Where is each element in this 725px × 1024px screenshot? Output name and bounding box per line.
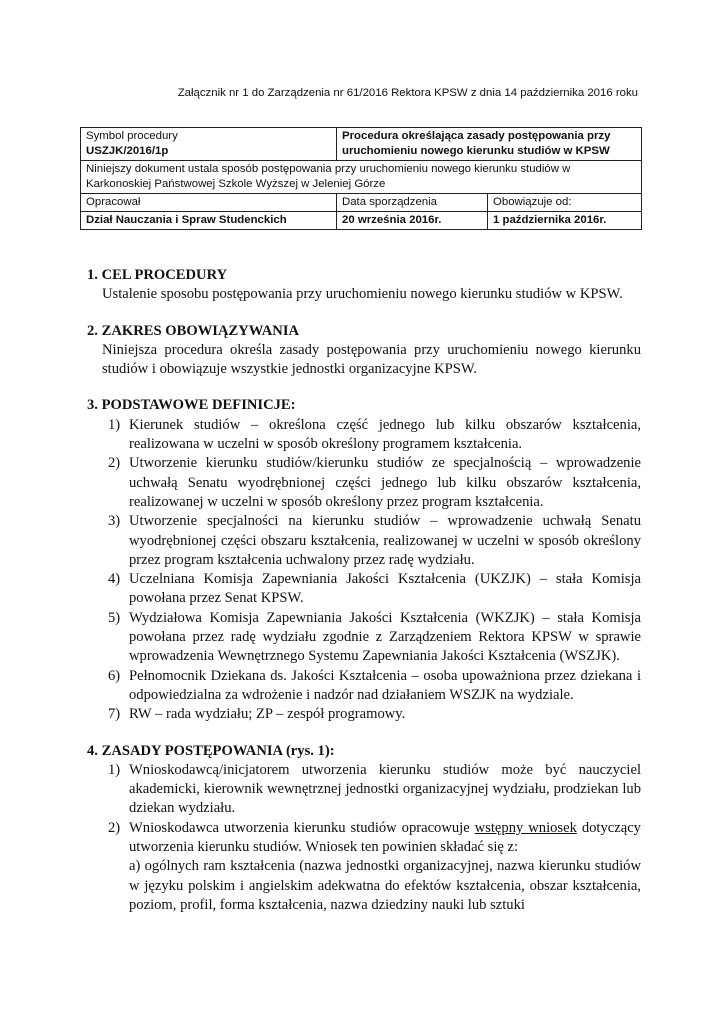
section-4-title: 4. ZASADY POSTĘPOWANIA (rys. 1): [87,742,335,759]
sub-item-a: a) ogólnych ram kształcenia (nazwa jednostki organizacyjnej, nazwa kierunku studiów w języku polskim i angielskim adekwatna do efektów kształcenia, obszar kształcenia, poziom, profil, forma kształcenia, nazwa dziedziny nauki lub sztuki [129,858,641,913]
section-1-title: 1. CEL PROCEDURY [87,267,228,283]
prepared-label: Opracował [81,194,337,212]
date-value: 20 września 2016r. [337,212,488,230]
effective-value: 1 października 2016r. [488,212,642,230]
symbol-cell [81,128,337,161]
symbol-value: USZJK/2016/1p [86,145,169,157]
preliminary-application-term: wstępny wniosek [474,819,577,836]
rules-list [87,761,641,857]
section-2-title: 2. ZAKRES OBOWIĄZYWANIA [87,322,300,339]
list-item: 4) Uczelniana Komisja Zapewniania Jakości Kształcenia (UKZJK) – stała Komisja powołana przez Senat KPSW. [108,571,641,607]
list-item: 2) Wnioskodawca utworzenia kierunku studiów opracowuje wstępny wniosek dotyczący utworzenia kierunku studiów. Wniosek ten powinien składać się z: [108,819,641,856]
list-item: 7) RW – rada wydziału; ZP – zespół programowy. [108,706,406,723]
procedure-meta-table [80,127,642,230]
date-label: Data sporządzenia [337,194,488,212]
list-item: 2) Utworzenie kierunku studiów/kierunku studiów ze specjalnością – wprowadzenie uchwałą Senatu wyodrębnionej części jednego lub kilku obszarów kształcenia, realizowanej w uczelni w sposób określony przez program kształcenia. [108,455,641,510]
document-body [87,266,641,915]
prepared-value: Dział Nauczania i Spraw Studenckich [81,212,337,230]
list-item: 6) Pełnomocnik Dziekana ds. Jakości Kształcenia – osoba upoważniona przez dziekana i odpowiedzialna za wdrożenie i nadzór nad działaniem WSZJK na wydziale. [108,667,641,703]
procedure-description: Niniejszy dokument ustala sposób postępowania przy uruchomieniu nowego kierunku studiów w Karkonoskiej Państwowej Szkole Wyższej w Jeleniej Górze [81,161,642,194]
list-item: 1) Kierunek studiów – określona część jednego lub kilku obszarów kształcenia, realizowana w uczelni w sposób określony programem kształcenia. [108,416,641,453]
section-3-title: 3. PODSTAWOWE DEFINICJE: [87,397,296,414]
symbol-label: Symbol procedury [86,130,178,142]
procedure-title: Procedura określająca zasady postępowania przy uruchomieniu nowego kierunku studiów w KPSW [337,128,642,161]
section-2-body: Niniejsza procedura określa zasady postępowania przy uruchomieniu nowego kierunku studiów i obowiązuje wszystkie jednostki organizacyjne KPSW. [102,341,641,378]
list-item: 1) Wnioskodawcą/inicjatorem utworzenia kierunku studiów może być nauczyciel akademicki, kierownik wewnętrznej jednostki organizacyjnej wydziału, prodziekan lub dziekan wydziału. [108,761,641,817]
definitions-list [87,416,641,725]
effective-label: Obowiązuje od: [488,194,642,212]
section-1-body: Ustalenie sposobu postępowania przy uruchomieniu nowego kierunku studiów w KPSW. [102,286,623,303]
list-item: 3) Utworzenie specjalności na kierunku studiów – wprowadzenie uchwałą Senatu wyodrębnionej części obszaru kształcenia, realizowanej w uczelni w sposób określony przez program kształcenia uchwalony przez radę wydziału. [108,513,641,568]
list-item: 5) Wydziałowa Komisja Zapewniania Jakości Kształcenia (WKZJK) – stała Komisja powołana przez radę wydziału zgodnie z Zarządzeniem Rektora KPSW w sprawie wprowadzenia Wewnętrznego Systemu Zapewniania Jakości Kształcenia (WSZJK). [108,609,641,665]
attachment-header: Załącznik nr 1 do Zarządzenia nr 61/2016 Rektora KPSW z dnia 14 października 2016 roku [177,87,638,99]
